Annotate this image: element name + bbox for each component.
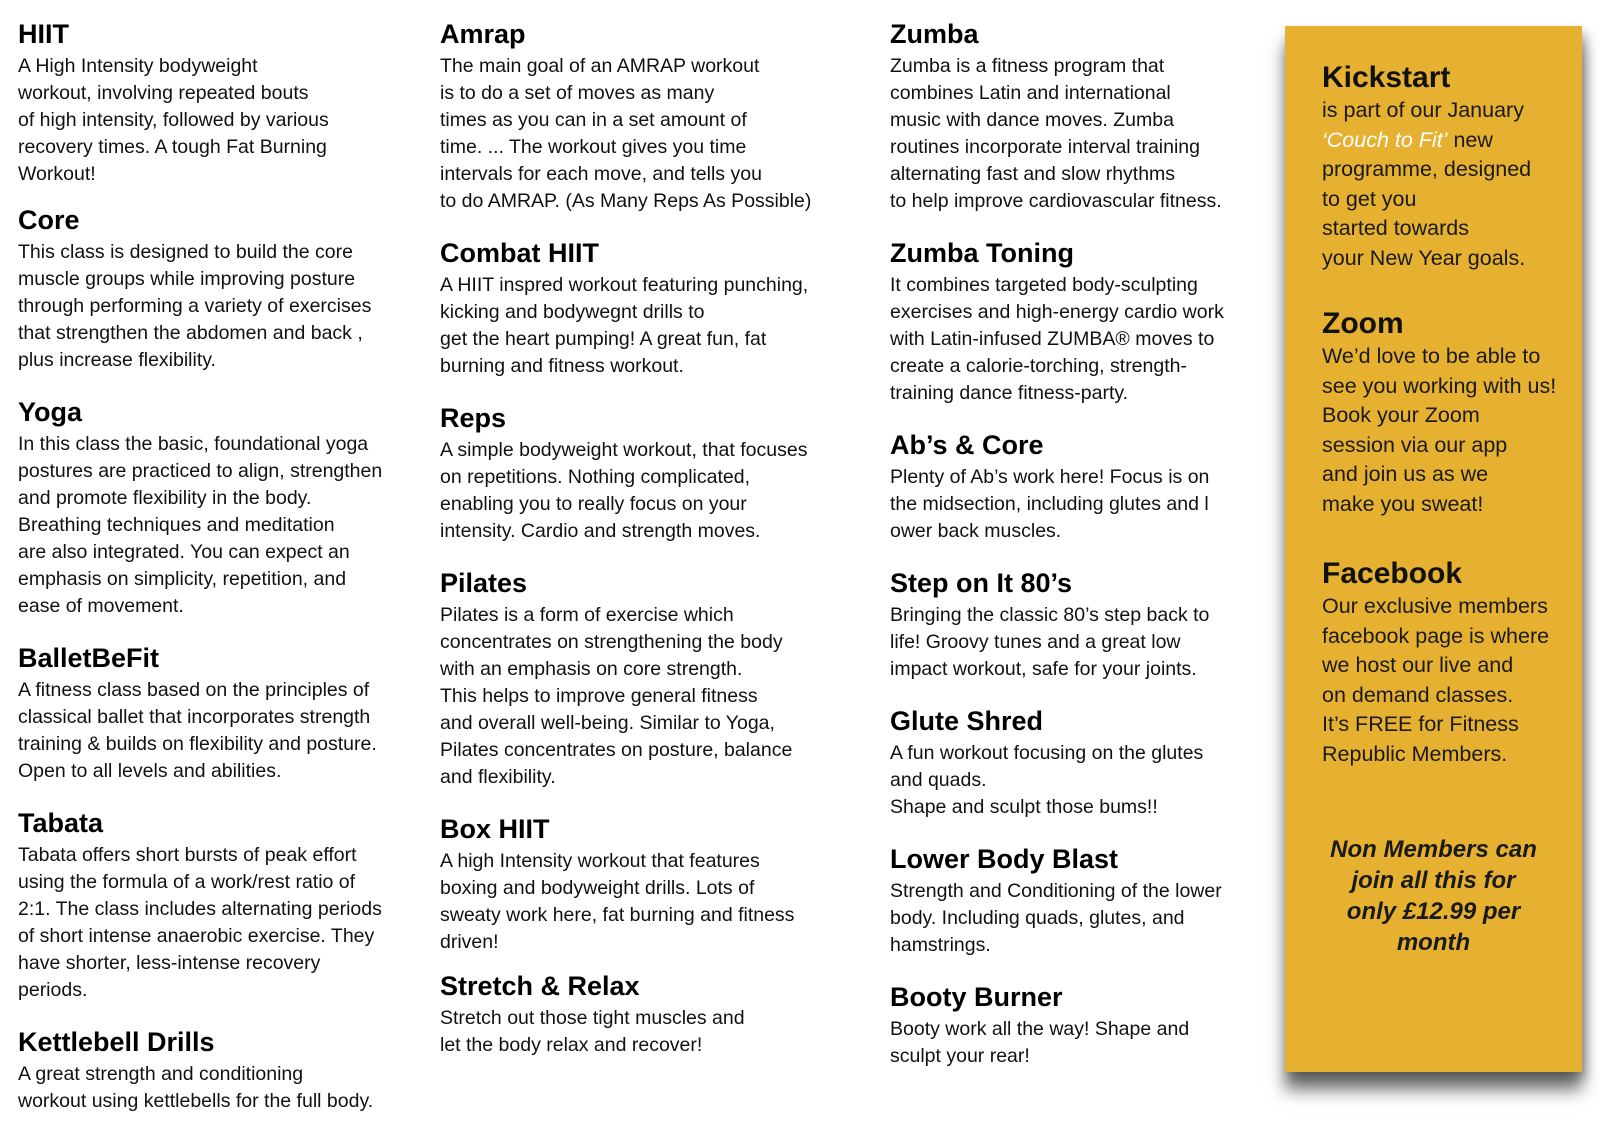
class-title: Zumba Toning [890,238,1074,268]
class-title: Core [18,205,80,235]
class-title: HIIT [18,19,69,49]
class-entry-glute-shred [890,705,1285,821]
class-description: A high Intensity workout that features boxing and bodyweight drills. Lots of sweaty work here, fat burning and fitness driven! [440,850,795,953]
class-description: It combines targeted body-sculpting exercises and high-energy cardio work with Latin-infused ZUMBA® moves to create a calorie-torching, strength- training dance fitness-party. [890,274,1224,404]
class-column-2 [440,18,870,1081]
class-description: A great strength and conditioning workout using kettlebells for the full body. [18,1063,374,1112]
class-description: In this class the basic, foundational yoga postures are practiced to align, strengthen and promote flexibility in the body. Breathing techniques and meditation are also integrated. You can expect an emphasis on simplicity, repetition, and ease of movement. [18,433,383,617]
class-description: Plenty of Ab’s work here! Focus is on the midsection, including glutes and l ower back muscles. [890,466,1210,542]
class-entry-reps [440,402,870,545]
class-description: A fitness class based on the principles of classical ballet that incorporates strength training & builds on flexibility and posture. Open to all levels and abilities. [18,679,377,782]
class-entry-pilates [440,567,870,791]
class-title: Step on It 80’s [890,568,1073,598]
class-column-1 [18,18,428,1137]
class-entry-zumba [890,18,1285,215]
class-description: Tabata offers short bursts of peak effort using the formula of a work/rest ratio of 2:1. The class includes alternating periods of short intense anaerobic exercise. They have shorter, less-intense recovery periods. [18,844,382,1001]
facebook-title: Facebook [1322,557,1463,590]
class-description: Pilates is a form of exercise which concentrates on strengthening the body with an emphasis on core strength. This helps to improve general fitness and overall well-being. Similar to Yoga, Pilates concentrates on posture, balance and flexibility. [440,604,793,788]
class-description: A High Intensity bodyweight workout, involving repeated bouts of high intensity, followed by various recovery times. A tough Fat Burning Workout! [18,55,329,185]
class-entry-kettlebell-drills [18,1026,428,1115]
couch-to-fit-highlight: ‘Couch to Fit’ [1322,127,1448,152]
class-entry-stretch-relax [440,970,870,1059]
class-description: The main goal of an AMRAP workout is to do a set of moves as many times as you can in a set amount of time. ... The workout gives you time intervals for each move, and tells you to do AMRAP. (As Many Reps As Possible) [440,55,812,212]
class-title: Combat HIIT [440,238,599,268]
class-description: Zumba is a fitness program that combines Latin and international music with dance moves. Zumba routines incorporate interval training alternating fast and slow rhythms to help improve cardiovascular fitness. [890,55,1222,212]
class-entry-core [18,204,428,374]
class-entry-zumba-toning [890,237,1285,407]
class-title: Zumba [890,19,979,49]
promo-sidebar [1285,26,1582,1072]
class-title: Lower Body Blast [890,844,1119,874]
class-description: Bringing the classic 80’s step back to life! Groovy tunes and a great low impact workout, safe for your joints. [890,604,1210,680]
facebook-section [1322,556,1582,769]
class-description: A HIIT inspred workout featuring punching, kicking and bodywegnt drills to get the heart pumping! A great fun, fat burning and fitness workout. [440,274,809,377]
class-description: Booty work all the way! Shape and sculpt your rear! [890,1018,1190,1067]
class-description: Stretch out those tight muscles and let the body relax and recover! [440,1007,745,1056]
class-description: Strength and Conditioning of the lower body. Including quads, glutes, and hamstrings. [890,880,1222,956]
class-title: BalletBeFit [18,643,160,673]
class-title: Tabata [18,808,104,838]
class-title: Ab’s & Core [890,430,1044,460]
class-entry-step-on-it [890,567,1285,683]
non-member-offer: Non Members can join all this for only £12.99 per month [1330,836,1537,956]
kickstart-text [1322,96,1582,273]
class-column-3 [890,18,1285,1092]
class-entry-lower-body-blast [890,843,1285,959]
class-entry-tabata [18,807,428,1004]
class-entry-yoga [18,396,428,620]
kickstart-title: Kickstart [1322,61,1451,94]
class-entry-abs-core [890,429,1285,545]
class-description: A fun workout focusing on the glutes and quads. Shape and sculpt those bums!! [890,742,1204,818]
zoom-title: Zoom [1322,307,1404,340]
class-title: Glute Shred [890,706,1044,736]
class-title: Reps [440,403,507,433]
class-entry-box-hiit [440,813,870,956]
class-entry-balletbefit [18,642,428,785]
class-title: Booty Burner [890,982,1063,1012]
class-description: This class is designed to build the core muscle groups while improving posture through performing a variety of exercises that strengthen the abdomen and back , plus increase flexibility. [18,241,372,371]
class-title: Amrap [440,19,526,49]
kickstart-text-before: is part of our January [1322,98,1524,122]
class-description: A simple bodyweight workout, that focuses on repetitions. Nothing complicated, enabling you to really focus on your intensity. Cardio and strength moves. [440,439,808,542]
facebook-text: Our exclusive members facebook page is where we host our live and on demand classes. It’s FREE for Fitness Republic Members. [1322,594,1550,766]
class-title: Pilates [440,568,528,598]
class-entry-combat-hiit [440,237,870,380]
class-title: Box HIIT [440,814,550,844]
class-title: Yoga [18,397,83,427]
zoom-text: We’d love to be able to see you working with us! Book your Zoom session via our app and join us as we make you sweat! [1322,344,1557,516]
zoom-section [1322,306,1582,519]
class-title: Kettlebell Drills [18,1027,215,1057]
kickstart-section [1322,60,1582,273]
class-entry-booty-burner [890,981,1285,1070]
class-title: Stretch & Relax [440,971,640,1001]
kickstart-text-after: new programme, designed to get you started towards your New Year goals. [1322,127,1532,270]
class-entry-amrap [440,18,870,215]
class-entry-hiit [18,18,428,188]
